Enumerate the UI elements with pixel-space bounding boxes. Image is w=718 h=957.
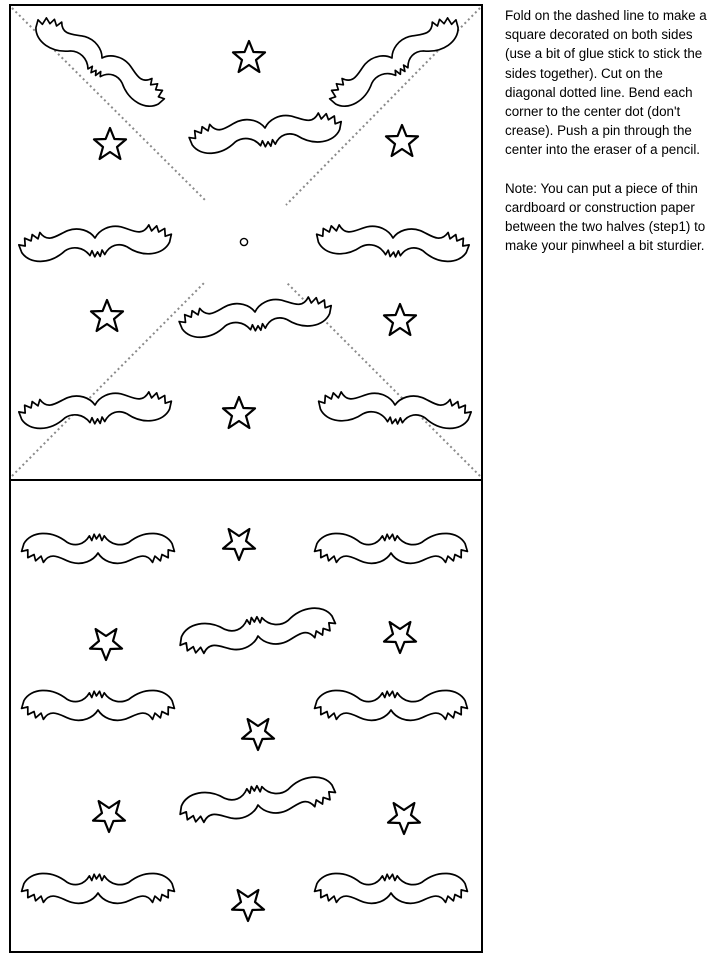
instructions-panel — [505, 6, 713, 274]
star-icon — [384, 304, 416, 335]
center-dot-icon — [240, 238, 247, 245]
bat-icon — [323, 10, 465, 114]
star-icon — [233, 41, 265, 72]
bat-icon — [22, 690, 175, 720]
bat-icon — [29, 10, 171, 114]
bat-icon — [188, 110, 343, 156]
star-icon — [223, 529, 255, 560]
star-icon — [94, 128, 126, 159]
bat-icon — [315, 222, 470, 262]
bat-icon — [315, 533, 468, 563]
instructions-note: Note: You can put a piece of thin cardboard or construction paper between the two halves (step1) to make your pinwheel a bit sturdier. — [505, 180, 706, 254]
star-icon — [93, 801, 125, 832]
bat-icon — [178, 294, 333, 340]
star-icon — [91, 300, 123, 331]
star-icon — [386, 125, 418, 156]
bat-icon — [178, 605, 338, 657]
bat-icon — [22, 533, 175, 563]
star-icon — [242, 719, 274, 750]
bat-icon — [18, 222, 173, 262]
bat-icon — [315, 690, 468, 720]
bat-icon — [178, 774, 338, 826]
bat-icon — [315, 873, 468, 903]
instructions-steps: Fold on the dashed line to make a square decorated on both sides (use a bit of glue stick to stick the sides together). Cut on the diagonal dotted line. Bend each corner to the center dot (don't crease). Push a pin through the center into the eraser of a pencil. — [505, 8, 707, 158]
star-icon — [388, 803, 420, 834]
star-icon — [232, 890, 264, 921]
bat-icon — [22, 873, 175, 903]
star-icon — [384, 622, 416, 653]
star-icon — [90, 629, 122, 660]
bat-icon — [18, 389, 173, 429]
star-icon — [223, 397, 255, 428]
bat-icon — [317, 389, 472, 429]
